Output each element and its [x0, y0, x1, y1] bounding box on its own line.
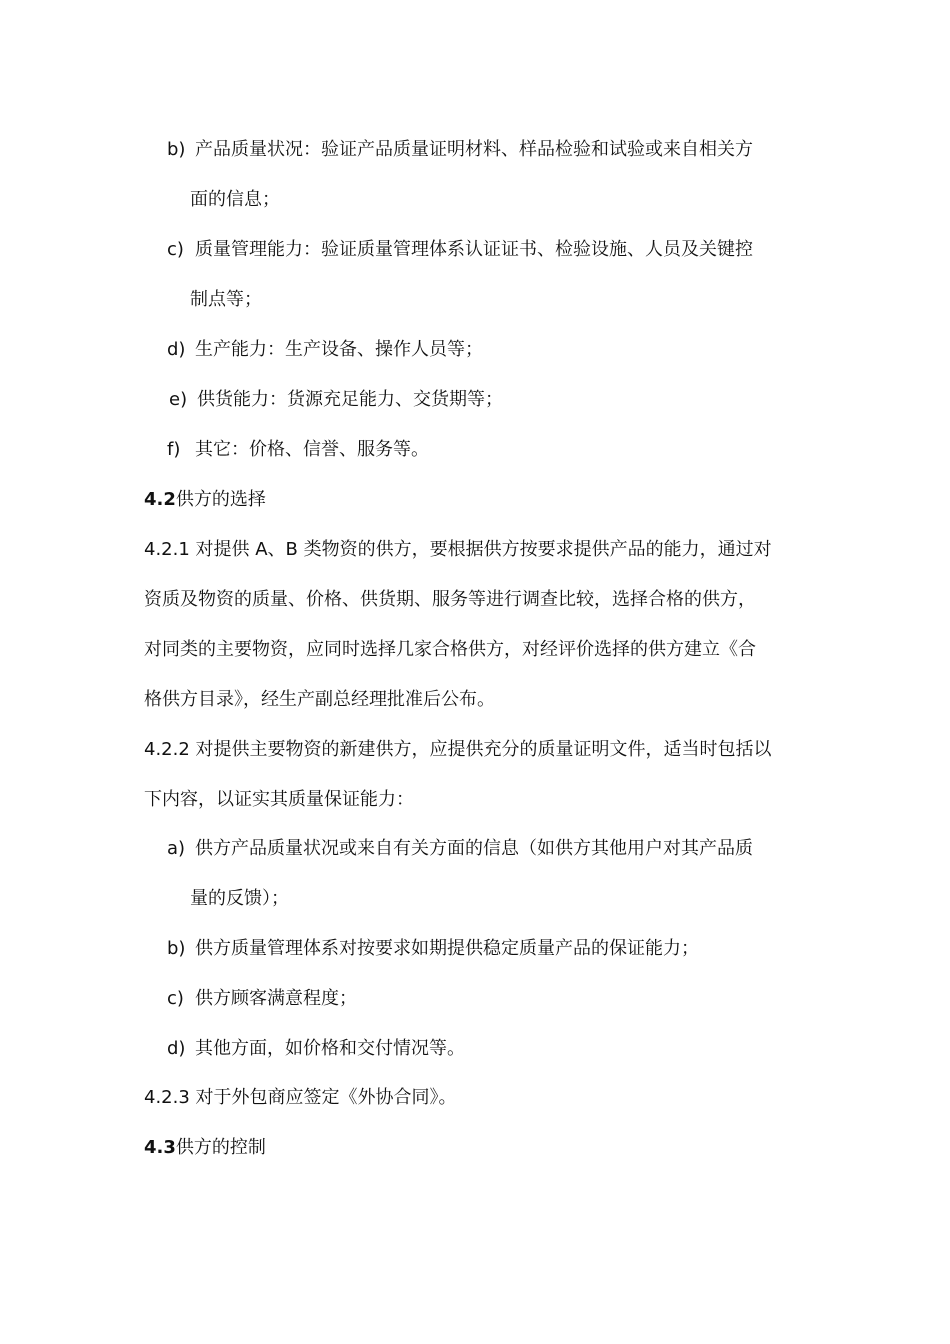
- paragraph-line: 格供方目录》，经生产副总经理批准后公布。: [144, 689, 495, 710]
- paragraph-line: 资质及物资的质量、价格、供货期、服务等进行调查比较，选择合格的供方，: [144, 589, 756, 610]
- list-item-continuation: 量的反馈）；: [190, 888, 289, 909]
- list-item: [167, 984, 357, 1014]
- list-item: [167, 834, 753, 864]
- section-number: 4.2: [144, 489, 176, 510]
- list-text: 供方质量管理体系对按要求如期提供稳定质量产品的保证能力；: [195, 938, 699, 959]
- list-text: 供方顾客满意程度；: [195, 988, 357, 1009]
- list-marker: d): [167, 1038, 186, 1059]
- list-text: 供方产品质量状况或来自有关方面的信息（如供方其他用户对其产品质: [195, 838, 753, 859]
- list-text: 供货能力：货源充足能力、交货期等；: [197, 389, 503, 410]
- paragraph-line: 4.2.3 对于外包商应签定《外协合同》。: [144, 1087, 457, 1108]
- list-marker: f): [167, 439, 181, 460]
- list-item: [169, 385, 503, 415]
- list-text: 其他方面，如价格和交付情况等。: [195, 1038, 465, 1059]
- list-item: [167, 135, 753, 165]
- section-title: 供方的选择: [175, 489, 266, 510]
- list-marker: e): [169, 389, 188, 410]
- list-text: 质量管理能力：验证质量管理体系认证证书、检验设施、人员及关键控: [195, 239, 753, 260]
- list-marker: a): [167, 838, 186, 859]
- list-item: [167, 1034, 465, 1064]
- list-text: 其它：价格、信誉、服务等。: [195, 439, 429, 460]
- paragraph-line: 对同类的主要物资，应同时选择几家合格供方，对经评价选择的供方建立《合: [144, 639, 756, 660]
- list-text: 产品质量状况：验证产品质量证明材料、样品检验和试验或来自相关方: [195, 139, 753, 160]
- list-marker: d): [167, 339, 186, 360]
- list-text: 生产能力：生产设备、操作人员等；: [195, 339, 483, 360]
- list-marker: b): [167, 139, 186, 160]
- section-title: 供方的控制: [175, 1137, 266, 1158]
- section-heading: [144, 485, 266, 515]
- list-item: [167, 335, 483, 365]
- paragraph-line: 4.2.1 对提供 A、B 类物资的供方，要根据供方按要求提供产品的能力，通过对: [144, 539, 772, 560]
- section-heading: [144, 1133, 266, 1163]
- section-number: 4.3: [144, 1137, 176, 1158]
- list-item: [167, 934, 699, 964]
- list-item: [167, 435, 429, 465]
- paragraph-line: 4.2.2 对提供主要物资的新建供方，应提供充分的质量证明文件，适当时包括以: [144, 739, 772, 760]
- list-marker: b): [167, 938, 186, 959]
- list-marker: c): [167, 988, 184, 1009]
- list-item: [167, 235, 753, 265]
- list-marker: c): [167, 239, 184, 260]
- list-item-continuation: 面的信息；: [190, 189, 280, 210]
- paragraph-line: 下内容，以证实其质量保证能力：: [144, 789, 414, 810]
- list-item-continuation: 制点等；: [190, 289, 262, 310]
